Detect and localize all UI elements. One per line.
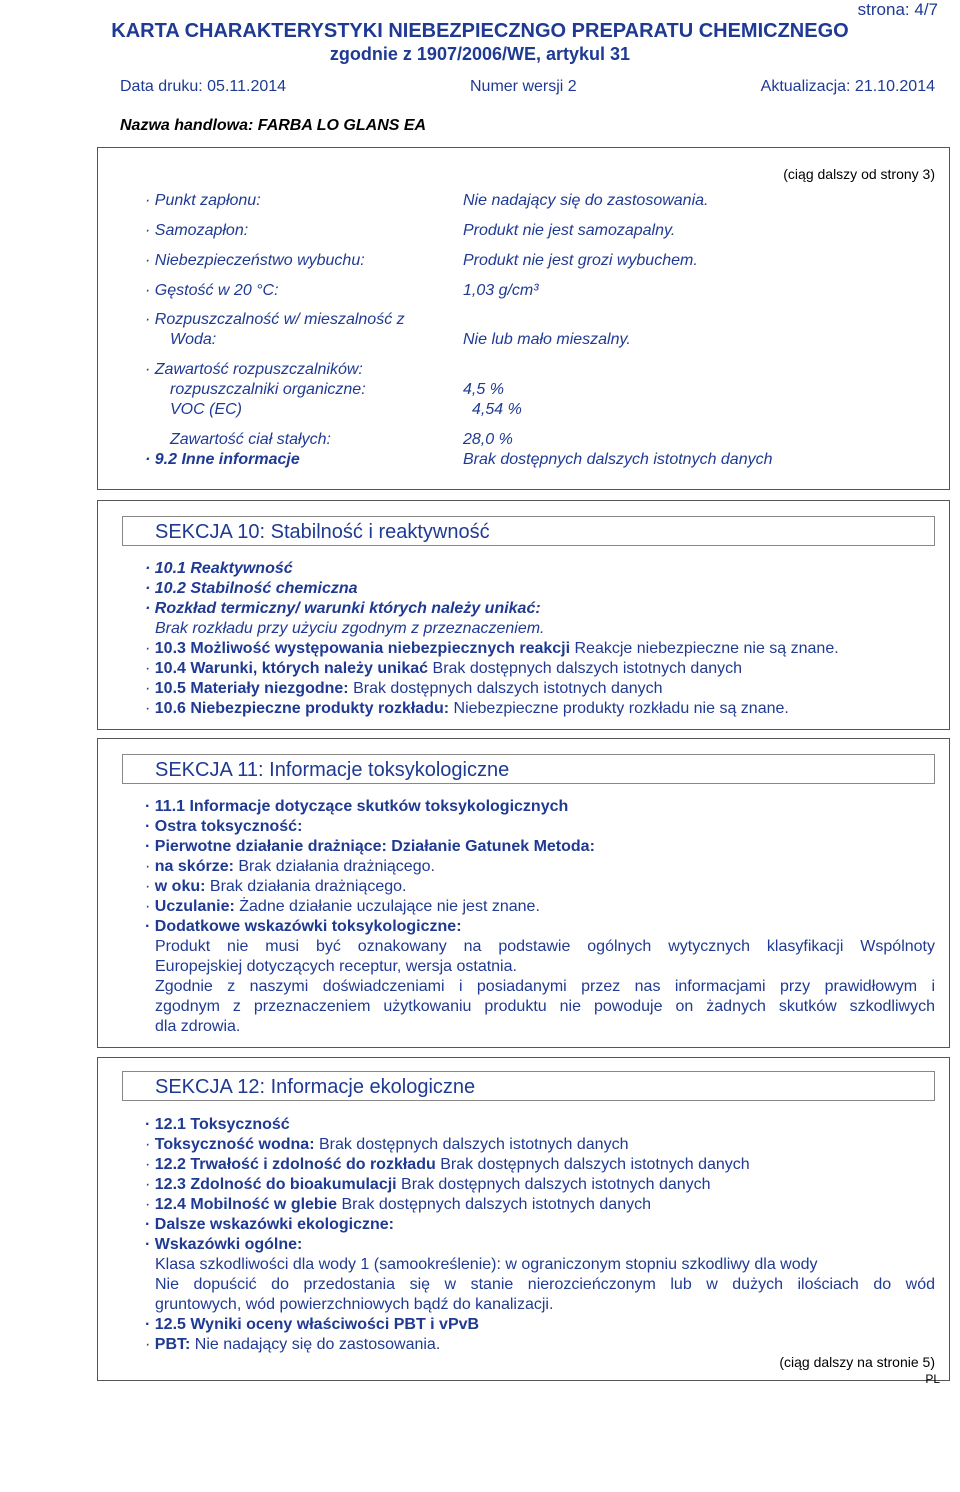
persistence-line: · 12.2 Trwałość i zdolność do rozkładu Brak dostępnych dalszych istotnych danych: [145, 1156, 750, 1173]
incompatible-materials-line: · 10.5 Materiały niezgodne: Brak dostępnych dalszych istotnych danych: [145, 680, 663, 697]
general-notes-heading: · Wskazówki ogólne:: [145, 1236, 303, 1253]
sensitization-line: · Uczulanie: Żadne działanie uczulające nie jest znane.: [145, 898, 540, 915]
pbt-assessment-heading: · 12.5 Wyniki oceny właściwości PBT i vPvB: [145, 1316, 480, 1333]
toxicological-info-heading: · 11.1 Informacje dotyczące skutków toksykologicznych: [145, 798, 569, 815]
aquatic-toxicity-line: · Toksyczność wodna: Brak dostępnych dalszych istotnych danych: [145, 1136, 629, 1153]
solubility-value: Nie lub mało mieszalny.: [463, 331, 631, 348]
explosion-value: Produkt nie jest grozi wybuchem.: [463, 252, 698, 269]
trade-name: Nazwa handlowa: FARBA LO GLANS EA: [120, 117, 427, 134]
experience-text-3: dla zdrowia.: [155, 1018, 241, 1035]
thermal-decomposition-text: Brak rozkładu przy użyciu zgodnym z przeznaczeniem.: [155, 620, 545, 637]
section-10-title: SEKCJA 10: Stabilność i reaktywność: [122, 516, 935, 546]
document-title: KARTA CHARAKTERYSTYKI NIEBEZPIECZNGO PREPARATU CHEMICZNEGO: [111, 20, 849, 42]
reactivity-heading: · 10.1 Reaktywność: [145, 560, 293, 577]
organic-solvents-label: rozpuszczalniki organiczne:: [170, 381, 366, 398]
additional-toxicology-heading: · Dodatkowe wskazówki toksykologiczne:: [145, 918, 462, 935]
autoignition-value: Produkt nie jest samozapalny.: [463, 222, 676, 239]
pbt-line: · PBT: Nie nadający się do zastosowania.: [145, 1336, 441, 1353]
autoignition-label: · Samozapłon:: [145, 222, 249, 239]
organic-solvents-value: 4,5 %: [463, 381, 504, 398]
solubility-water-label: Woda:: [170, 331, 217, 348]
solids-content-value: 28,0 %: [463, 431, 513, 448]
section-12-title: SEKCJA 12: Informacje ekologiczne: [122, 1071, 935, 1101]
chemical-stability-heading: · 10.2 Stabilność chemiczna: [145, 580, 358, 597]
mobility-line: · 12.4 Mobilność w glebie Brak dostępnych dalszych istotnych danych: [145, 1196, 651, 1213]
experience-text-2: zgodnym z przeznaczeniem użytkowaniu produktu nie powoduje on żadnych skutków szkodliwych: [155, 998, 935, 1015]
solids-content-label: Zawartość ciał stałych:: [170, 431, 331, 448]
flash-point-value: Nie nadający się do zastosowania.: [463, 192, 709, 209]
density-label: · Gęstość w 20 °C:: [145, 282, 279, 299]
toxicity-heading: · 12.1 Toksyczność: [145, 1116, 290, 1133]
print-date: Data druku: 05.11.2014: [120, 78, 287, 95]
density-value: 1,03 g/cm³: [463, 282, 539, 299]
other-info-value: Brak dostępnych dalszych istotnych danych: [463, 451, 773, 468]
eye-line: · w oku: Brak działania drażniącego.: [145, 878, 407, 895]
version-number: Numer wersji 2: [470, 78, 577, 95]
thermal-decomposition-heading: · Rozkład termiczny/ warunki których należy unikać:: [145, 600, 541, 617]
solvent-content-label: · Zawartość rozpuszczalników:: [145, 361, 363, 378]
flash-point-label: · Punkt zapłonu:: [145, 192, 261, 209]
explosion-label: · Niebezpieczeństwo wybuchu:: [145, 252, 365, 269]
continued-from-note: (ciąg dalszy od strony 3): [783, 166, 935, 182]
classification-text-1: Produkt nie musi być oznakowany na podstawie ogólnych wytycznych klasyfikacji Wspólnoty: [155, 938, 935, 955]
language-code: PL: [925, 1372, 940, 1386]
solubility-label: · Rozpuszczalność w/ mieszalność z: [145, 311, 405, 328]
experience-text-1: Zgodnie z naszymi doświadczeniami i posiadanymi przez nas informacjami przy prawidłowym i: [155, 978, 935, 995]
primary-irritation-heading: · Pierwotne działanie drażniące: Działanie Gatunek Metoda:: [145, 838, 595, 855]
section-11-title: SEKCJA 11: Informacje toksykologiczne: [122, 754, 935, 784]
other-info-label: · 9.2 Inne informacje: [145, 451, 300, 468]
voc-label: VOC (EC): [170, 401, 242, 418]
hazardous-reactions-line: · 10.3 Możliwość występowania niebezpiecznych reakcji Reakcje niebezpieczne nie są znane.: [145, 640, 839, 657]
discharge-text-2: gruntowych, wód powierzchniowych bądź do kanalizacji.: [155, 1296, 554, 1313]
continued-on-note: (ciąg dalszy na stronie 5): [779, 1354, 935, 1370]
discharge-text-1: Nie dopuścić do przedostania się w stanie nierozcieńczonym lub w dużych ilościach do wód: [155, 1276, 935, 1293]
voc-value: 4,54 %: [472, 401, 522, 418]
bioaccumulation-line: · 12.3 Zdolność do bioakumulacji Brak dostępnych dalszych istotnych danych: [145, 1176, 711, 1193]
ecological-notes-heading: · Dalsze wskazówki ekologiczne:: [145, 1216, 394, 1233]
skin-line: · na skórze: Brak działania drażniącego.: [145, 858, 435, 875]
document-subtitle: zgodnie z 1907/2006/WE, artykul 31: [329, 44, 631, 64]
water-hazard-text: Klasa szkodliwości dla wody 1 (samookreślenie): w ograniczonym stopniu szkodliwy dla wody: [155, 1256, 818, 1273]
decomposition-products-line: · 10.6 Niebezpieczne produkty rozkładu: Niebezpieczne produkty rozkładu nie są znane.: [145, 700, 789, 717]
acute-toxicity-heading: · Ostra toksyczność:: [145, 818, 303, 835]
conditions-to-avoid-line: · 10.4 Warunki, których należy unikać Brak dostępnych dalszych istotnych danych: [145, 660, 743, 677]
classification-text-2: Europejskiej dotyczących receptur, wersja ostatnia.: [155, 958, 517, 975]
update-date: Aktualizacja: 21.10.2014: [760, 78, 935, 95]
page-number: strona: 4/7: [857, 0, 938, 19]
